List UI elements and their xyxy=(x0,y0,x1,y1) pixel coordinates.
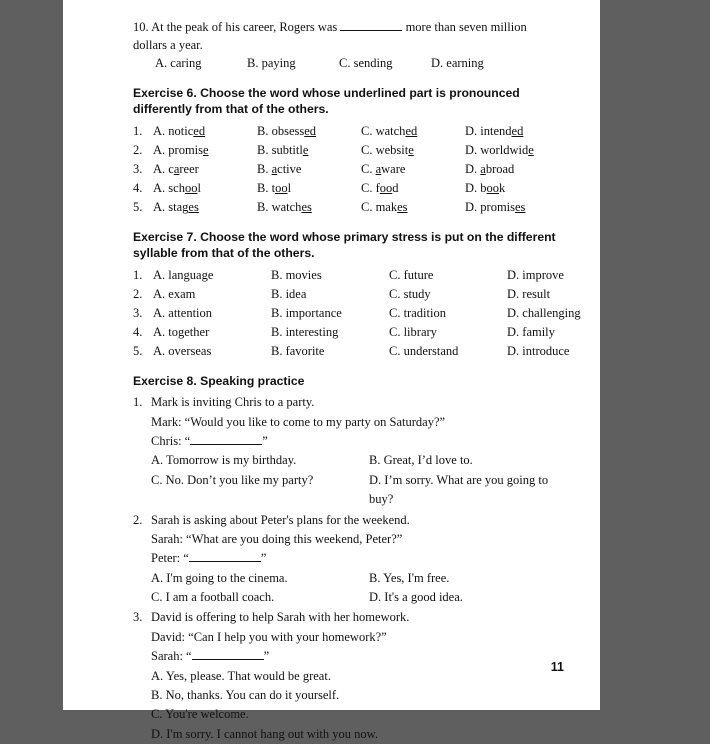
option-d[interactable]: D. earning xyxy=(431,56,484,71)
option-c[interactable]: C. You're welcome. xyxy=(151,707,249,722)
row-number: 4. xyxy=(133,180,143,195)
option-a-text: A. stag xyxy=(153,199,189,214)
option-d[interactable]: D. It's a good idea. xyxy=(369,590,463,605)
option-b[interactable] xyxy=(257,179,361,198)
question-row xyxy=(133,266,570,285)
row-number: 5. xyxy=(133,343,143,358)
option-a[interactable]: A. Tomorrow is my birthday. xyxy=(151,453,297,468)
underlined-part: e xyxy=(203,142,209,157)
exercise-7-heading-line-2: syllable from that of the others. xyxy=(133,246,315,261)
option-a-post: l xyxy=(197,180,201,195)
underlined-part: ed xyxy=(511,123,524,138)
speaking-stem xyxy=(133,608,570,627)
option-c[interactable] xyxy=(361,122,465,141)
row-number: 3. xyxy=(133,610,143,625)
option-a-text: A. promis xyxy=(153,142,203,157)
underlined-part: e xyxy=(408,142,414,157)
option-a[interactable] xyxy=(153,179,257,198)
option-c[interactable]: C. library xyxy=(389,324,437,339)
exercise-6-heading-line-2: differently from that of the others. xyxy=(133,102,329,117)
option-c[interactable] xyxy=(361,141,465,160)
option-b-post: l xyxy=(287,180,292,195)
underlined-part: es xyxy=(397,199,408,214)
question-row xyxy=(133,160,570,179)
exercise-7-questions xyxy=(133,266,581,361)
exercise-8-questions xyxy=(133,393,570,744)
option-d[interactable]: D. improve xyxy=(507,267,564,282)
option-d[interactable]: D. challenging xyxy=(507,305,581,320)
row-number: 3. xyxy=(133,305,143,320)
underlined-part: a xyxy=(480,161,486,176)
option-d[interactable]: D. I'm sorry. I cannot hang out with you now. xyxy=(151,726,378,741)
option-b[interactable]: B. favorite xyxy=(271,343,325,358)
exercise-7-heading-line-1: Exercise 7. Choose the word whose primary stress is put on the different xyxy=(133,229,556,244)
option-a-text: A. c xyxy=(153,161,174,176)
row-number: 2. xyxy=(133,142,143,157)
underlined-part: es xyxy=(515,199,526,214)
question-10-line-1 xyxy=(133,18,570,36)
option-c[interactable]: C. understand xyxy=(389,343,459,358)
option-b[interactable] xyxy=(257,122,361,141)
option-a[interactable] xyxy=(153,160,257,179)
option-d-post: broad xyxy=(485,161,515,176)
speaking-stem xyxy=(133,511,570,530)
option-b[interactable]: B. idea xyxy=(271,286,307,301)
option-a[interactable]: A. caring xyxy=(155,56,202,71)
option-d[interactable]: D. family xyxy=(507,324,555,339)
exercise-8-heading: Exercise 8. Speaking practice xyxy=(133,373,305,388)
option-d-post: k xyxy=(499,180,506,195)
underlined-part: es xyxy=(301,199,312,214)
row-number: 1. xyxy=(133,395,143,410)
option-d-text: D. worldwid xyxy=(465,142,529,157)
option-b[interactable]: B. interesting xyxy=(271,324,339,339)
underlined-part: oo xyxy=(184,180,198,195)
question-row xyxy=(133,323,570,342)
option-b[interactable]: B. paying xyxy=(247,56,296,71)
option-d[interactable]: D. result xyxy=(507,286,551,301)
question-row xyxy=(133,285,570,304)
option-c[interactable]: C. No. Don’t you like my party? xyxy=(151,472,314,487)
speaking-item xyxy=(133,393,570,509)
option-a[interactable] xyxy=(153,141,257,160)
option-a[interactable]: A. exam xyxy=(153,286,196,301)
underlined-part: ed xyxy=(193,123,206,138)
option-b-post: ctive xyxy=(277,161,302,176)
option-c-text: C. watch xyxy=(361,123,406,138)
row-number: 3. xyxy=(133,161,143,176)
option-d[interactable]: D. I’m sorry. What are you going to buy? xyxy=(369,472,549,507)
speaking-stem-text: Sarah is asking about Peter's plans for the weekend. xyxy=(151,512,410,527)
option-c[interactable]: C. future xyxy=(389,267,434,282)
option-b[interactable]: B. movies xyxy=(271,267,322,282)
underlined-part: a xyxy=(271,161,278,176)
option-c-post: ware xyxy=(381,161,406,176)
underlined-part: e xyxy=(302,142,309,157)
question-10-text-after: more than seven million xyxy=(405,20,527,34)
option-b[interactable]: B. importance xyxy=(271,305,342,320)
option-b-text: B. watch xyxy=(257,199,302,214)
option-b[interactable] xyxy=(257,141,361,160)
dialogue-line-2 xyxy=(151,432,570,451)
question-10-number: 10. xyxy=(133,20,149,34)
page-number: 11 xyxy=(550,660,564,674)
option-a[interactable] xyxy=(153,198,257,217)
option-a-text: A. notic xyxy=(153,123,194,138)
speaking-options-row xyxy=(151,569,570,588)
option-b[interactable] xyxy=(257,160,361,179)
option-d-text: D. promis xyxy=(465,199,515,214)
underlined-part: ed xyxy=(405,123,418,138)
option-a[interactable]: A. Yes, please. That would be great. xyxy=(151,668,331,683)
option-c[interactable]: C. study xyxy=(389,286,431,301)
speaking-item xyxy=(133,608,570,744)
option-c-text: C. websit xyxy=(361,142,409,157)
question-10-text-before: At the peak of his career, Rogers was xyxy=(151,20,338,34)
dialogue-line-1: David: “Can I help you with your homework?” xyxy=(151,629,387,644)
question-row xyxy=(133,198,570,217)
document-page xyxy=(63,0,600,741)
exercise-6-heading xyxy=(133,85,570,118)
option-c[interactable]: C. I am a football coach. xyxy=(151,590,275,605)
underlined-part: oo xyxy=(275,180,288,195)
dialogue-line-2 xyxy=(151,647,570,666)
row-number: 4. xyxy=(133,324,143,339)
option-a[interactable]: A. I'm going to the cinema. xyxy=(151,570,288,585)
underlined-part: a xyxy=(375,161,382,176)
option-a[interactable] xyxy=(153,122,257,141)
speaking-options-row xyxy=(151,471,570,510)
option-c-post: d xyxy=(392,180,399,195)
option-b-text: B. t xyxy=(257,180,276,195)
option-c[interactable]: C. sending xyxy=(339,56,393,71)
answer-blank xyxy=(192,659,264,660)
option-a-post: reer xyxy=(179,161,199,176)
option-b-text: B. subtitl xyxy=(257,142,303,157)
option-a[interactable]: A. attention xyxy=(153,305,213,320)
underlined-part: oo xyxy=(486,180,500,195)
option-c-text: C. f xyxy=(361,180,380,195)
option-d[interactable] xyxy=(465,198,569,217)
option-d-text: D. intend xyxy=(465,123,512,138)
dialogue-line-2 xyxy=(151,549,570,568)
question-row xyxy=(133,342,570,361)
option-d-text: D. xyxy=(465,161,481,176)
question-10-options xyxy=(155,54,570,73)
row-number: 2. xyxy=(133,512,143,527)
question-row xyxy=(133,304,581,323)
dialogue-speaker: Sarah: “ xyxy=(151,649,192,664)
option-b-text: B. xyxy=(257,161,272,176)
option-c[interactable] xyxy=(361,198,465,217)
underlined-part: e xyxy=(528,142,534,157)
dialogue-speaker: Chris: “ xyxy=(151,434,191,449)
underlined-part: ed xyxy=(304,123,317,138)
question-row xyxy=(133,141,570,160)
speaking-stem-text: David is offering to help Sarah with her homework. xyxy=(151,610,410,625)
row-number: 2. xyxy=(133,286,143,301)
underlined-part: a xyxy=(173,161,180,176)
answer-blank xyxy=(190,444,262,445)
row-number: 1. xyxy=(133,267,143,282)
option-b-text: B. obsess xyxy=(257,123,305,138)
dialogue-line-1: Sarah: “What are you doing this weekend, Peter?” xyxy=(151,531,403,546)
option-a-text: A. sch xyxy=(153,180,185,195)
question-row xyxy=(133,122,570,141)
underlined-part: oo xyxy=(379,180,393,195)
option-d[interactable] xyxy=(465,122,569,141)
option-a[interactable]: A. overseas xyxy=(153,343,212,358)
exercise-7-heading xyxy=(133,229,570,262)
exercise-6-heading-line-1: Exercise 6. Choose the word whose underlined part is pronounced xyxy=(133,86,520,100)
speaking-options-row xyxy=(151,588,570,607)
question-10-line-2: dollars a year. xyxy=(133,38,203,53)
option-c[interactable]: C. tradition xyxy=(389,305,446,320)
option-a[interactable]: A. language xyxy=(153,267,214,282)
dialogue-line-1: Mark: “Would you like to come to my party on Saturday?” xyxy=(151,414,446,429)
answer-blank xyxy=(189,561,261,562)
dialogue-close-quote: ” xyxy=(263,649,270,664)
dialogue-close-quote: ” xyxy=(260,551,267,566)
dialogue-close-quote: ” xyxy=(262,434,268,449)
option-c[interactable] xyxy=(361,160,465,179)
speaking-options-row xyxy=(151,451,570,470)
exercise-6-questions xyxy=(133,122,570,217)
underlined-part: es xyxy=(188,199,199,214)
row-number: 5. xyxy=(133,199,143,214)
row-number: 1. xyxy=(133,123,143,138)
answer-blank xyxy=(340,30,402,31)
option-a[interactable]: A. together xyxy=(153,324,210,339)
option-b[interactable] xyxy=(257,198,361,217)
option-c-text: C. xyxy=(361,161,376,176)
speaking-stem-text: Mark is inviting Chris to a party. xyxy=(151,395,315,410)
page-content xyxy=(63,0,600,741)
option-d[interactable]: D. introduce xyxy=(507,343,570,358)
question-10 xyxy=(133,18,570,54)
speaking-item xyxy=(133,511,570,608)
option-d-text: D. b xyxy=(465,180,487,195)
option-b[interactable]: B. No, thanks. You can do it yourself. xyxy=(151,687,340,702)
speaking-stem xyxy=(133,393,570,412)
dialogue-speaker: Peter: “ xyxy=(151,551,189,566)
option-c[interactable] xyxy=(361,179,465,198)
option-d[interactable] xyxy=(465,141,569,160)
option-c-text: C. mak xyxy=(361,199,398,214)
option-b[interactable]: B. Yes, I'm free. xyxy=(369,570,450,585)
option-b[interactable]: B. Great, I’d love to. xyxy=(369,453,473,468)
option-d[interactable] xyxy=(465,160,569,179)
option-d[interactable] xyxy=(465,179,569,198)
question-row xyxy=(133,179,570,198)
